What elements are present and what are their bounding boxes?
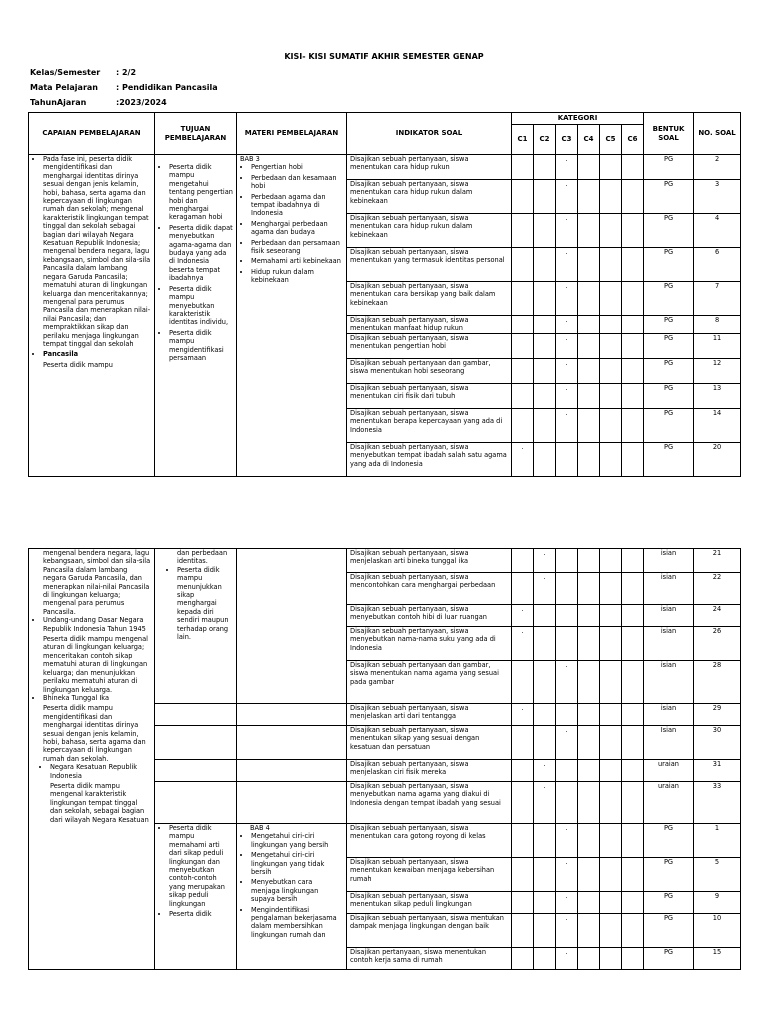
nomor-soal-cell: 5 [694, 858, 741, 892]
indikator-cell: Disajikan sebuah pertanyaan, siswa menentukan cara bersikap yang baik dalam kebinekaan [347, 282, 512, 316]
tujuan-item: • Peserta didik mampu memahami arti dari sikap peduli lingkungan dan menyebutkan contoh-contoh yang merupakan sikap peduli lingkungan [169, 824, 233, 908]
indikator-cell: Disajikan sebuah pertanyaan, siswa mencontohkan cara menghargai perbedaan [347, 573, 512, 605]
kategori-c5-cell [600, 442, 622, 476]
nomor-soal-cell: 26 [694, 627, 741, 661]
kategori-c1-cell: . [512, 442, 534, 476]
tujuan-item: • Peserta didik [169, 910, 233, 918]
kategori-c5-cell [600, 248, 622, 282]
kategori-c5-cell [600, 605, 622, 627]
table-row [29, 549, 741, 573]
capaian-subhead: • Undang-undang Dasar Negara Republik Indonesia Tahun 1945 [43, 616, 151, 633]
kategori-c3-cell: . [556, 661, 578, 704]
materi-item: • Perbedaan agama dan tempat ibadahnya di Indonesia [251, 193, 343, 218]
capaian-cell [29, 155, 155, 477]
capaian-subhead: • Negara Kesatuan Republik Indonesia [50, 763, 151, 780]
header-c1: C1 [512, 125, 534, 155]
kategori-c3-cell: . [556, 333, 578, 358]
kategori-c1-cell [512, 248, 534, 282]
kategori-c5-cell [600, 316, 622, 334]
indikator-cell: Disajikan sebuah pertanyaan, siswa menentukan kewaiban menjaga kebersihan rumah [347, 858, 512, 892]
header-c2: C2 [534, 125, 556, 155]
nomor-soal-cell: 30 [694, 726, 741, 760]
kategori-c4-cell [578, 408, 600, 442]
nomor-soal-cell: 28 [694, 661, 741, 704]
indikator-cell: Disajikan sebuah pertanyaan, siswa menentukan yang termasuk identitas personal [347, 248, 512, 282]
kategori-c5-cell [600, 704, 622, 726]
kategori-c4-cell [578, 180, 600, 214]
header-bentuk: BENTUK SOAL [644, 113, 694, 155]
tujuan-cell [155, 824, 237, 970]
kategori-c4-cell [578, 824, 600, 858]
meta-mapel: Mata Pelajaran : Pendidikan Pancasila [30, 83, 218, 92]
kategori-c1-cell [512, 358, 534, 383]
indikator-cell: Disajikan sebuah pertanyaan, siswa menyebutkan nama-nama suku yang ada di Indonesia [347, 627, 512, 661]
kategori-c6-cell [622, 282, 644, 316]
bentuk-soal-cell: PG [644, 358, 694, 383]
kategori-c1-cell [512, 824, 534, 858]
kisi-table-page-1 [28, 112, 741, 477]
bentuk-soal-cell: isian [644, 661, 694, 704]
kategori-c5-cell [600, 383, 622, 408]
kategori-c6-cell [622, 782, 644, 824]
materi-bab: BAB 4 [250, 824, 270, 832]
kategori-c3-cell [556, 704, 578, 726]
kategori-c4-cell [578, 573, 600, 605]
materi-cell-empty [237, 782, 347, 824]
kategori-c3-cell: . [556, 892, 578, 914]
kategori-c2-cell [534, 627, 556, 661]
table-body-page-1 [29, 155, 741, 477]
kategori-c3-cell: . [556, 155, 578, 180]
tujuan-item: • Peserta didik dapat menyebutkan agama-agama dan budaya yang ada di Indonesia beserta tempat ibadahnya [169, 224, 233, 283]
nomor-soal-cell: 4 [694, 214, 741, 248]
kategori-c1-cell [512, 549, 534, 573]
kategori-c1-cell [512, 726, 534, 760]
indikator-cell: Disajikan sebuah pertanyaan, siswa menjelaskan ciri fisik mereka [347, 760, 512, 782]
materi-item: • Menyebutkan cara menjaga lingkungan supaya bersih [251, 878, 343, 903]
kategori-c6-cell [622, 948, 644, 970]
table-row [29, 155, 741, 180]
kategori-c6-cell [622, 661, 644, 704]
nomor-soal-cell: 12 [694, 358, 741, 383]
materi-cell [237, 155, 347, 477]
kategori-c5-cell [600, 573, 622, 605]
nomor-soal-cell: 14 [694, 408, 741, 442]
kategori-c5-cell [600, 661, 622, 704]
kategori-c3-cell [556, 573, 578, 605]
kategori-c6-cell [622, 180, 644, 214]
kategori-c3-cell: . [556, 358, 578, 383]
kategori-c5-cell [600, 782, 622, 824]
kategori-c4-cell [578, 549, 600, 573]
tujuan-continued: dan perbedaan identitas. [177, 549, 228, 566]
kategori-c3-cell: . [556, 726, 578, 760]
kategori-c3-cell: . [556, 383, 578, 408]
nomor-soal-cell: 31 [694, 760, 741, 782]
header-c5: C5 [600, 125, 622, 155]
kategori-c4-cell [578, 442, 600, 476]
bentuk-soal-cell: Isian [644, 726, 694, 760]
page-1 [0, 0, 768, 500]
kategori-c3-cell: . [556, 914, 578, 948]
tujuan-item: • Peserta didik mampu mengetahui tentang pengertian hobi dan menghargai keragaman hobi [169, 163, 233, 222]
bentuk-soal-cell: PG [644, 316, 694, 334]
materi-bab: BAB 3 [240, 155, 260, 163]
materi-item: • Perbedaan dan persamaan fisik seseorang [251, 239, 343, 256]
kategori-c2-cell [534, 892, 556, 914]
kategori-c4-cell [578, 704, 600, 726]
kategori-c4-cell [578, 333, 600, 358]
kategori-c6-cell [622, 383, 644, 408]
kategori-c3-cell: . [556, 214, 578, 248]
bentuk-soal-cell: isian [644, 704, 694, 726]
kategori-c6-cell [622, 627, 644, 661]
tujuan-cell-empty [155, 704, 237, 726]
header-indikator: INDIKATOR SOAL [347, 113, 512, 155]
kategori-c6-cell [622, 333, 644, 358]
bentuk-soal-cell: uraian [644, 760, 694, 782]
kategori-c4-cell [578, 383, 600, 408]
kategori-c1-cell [512, 661, 534, 704]
kategori-c5-cell [600, 760, 622, 782]
bentuk-soal-cell: PG [644, 214, 694, 248]
kategori-c4-cell [578, 760, 600, 782]
kategori-c1-cell: . [512, 605, 534, 627]
capaian-text: Peserta didik mampu mengenal karakteristik lingkungan tempat tinggal dan sekolah, sebagai bagian dari wilayah Negara Kesatuan [50, 781, 149, 824]
tujuan-cell [155, 155, 237, 477]
meta-kelas: Kelas/Semester : 2/2 [30, 68, 137, 77]
header-c4: C4 [578, 125, 600, 155]
materi-cell-empty [237, 704, 347, 726]
bentuk-soal-cell: isian [644, 549, 694, 573]
kategori-c4-cell [578, 661, 600, 704]
bentuk-soal-cell: isian [644, 573, 694, 605]
kategori-c3-cell: . [556, 248, 578, 282]
bentuk-soal-cell: PG [644, 248, 694, 282]
tujuan-item: • Peserta didik mampu mengidentifikasi persamaan [169, 329, 233, 363]
kategori-c6-cell [622, 704, 644, 726]
kategori-c6-cell [622, 214, 644, 248]
kategori-c3-cell: . [556, 282, 578, 316]
kategori-c2-cell [534, 333, 556, 358]
kisi-table-page-2 [28, 548, 741, 970]
kategori-c4-cell [578, 892, 600, 914]
meta-tahun: TahunAjaran :2023/2024 [30, 98, 167, 107]
kategori-c1-cell [512, 214, 534, 248]
capaian-text: mengenal bendera negara, lagu kebangsaan, simbol dan sila-sila Pancasila dalam lambang negara Garuda Pancasila, dan menerapkan nilai-nilai Pancasila di lingkungan keluarga; mengenal para perumus Pancasila. [43, 549, 151, 616]
kategori-c5-cell [600, 180, 622, 214]
materi-item: • Memahami arti kebinekaan [251, 257, 343, 265]
capaian-text: • Pada fase ini, peserta didik mengidentifikasi dan menghargai identitas dirinya sesuai dengan jenis kelamin, hobi, bahasa, serta agama dan kepercayaan di lingkungan rumah dan sekolah; mengenal karakteristik lingkungan tempat tinggal dan sekolah sebagai bagian dari wilayah Negara Kesatuan Republik Indonesia; mengenal bendera negara, lagu kebangsaan, simbol dan sila-sila Pancasila dalam lambang negara Garuda Pancasila; mematuhi aturan di lingkungan keluarga dan menceritakannya; mengenal para perumus Pancasila dan menerapkan nilai-nilai Pancasila; dan mempraktikkan sikap dan perilaku menjaga lingkungan tempat tinggal dan sekolah [43, 155, 151, 348]
kategori-c5-cell [600, 214, 622, 248]
kategori-c1-cell [512, 948, 534, 970]
capaian-subhead: • Pancasila [43, 350, 151, 358]
kategori-c2-cell: . [534, 549, 556, 573]
kategori-c5-cell [600, 282, 622, 316]
capaian-text: Peserta didik mampu mengenal aturan di lingkungan keluarga; menceritakan contoh sikap mematuhi aturan di lingkungan keluarga; dan menunjukkan perilaku mematuhi aturan di lingkungan keluarga. [43, 635, 148, 694]
nomor-soal-cell: 6 [694, 248, 741, 282]
kategori-c5-cell [600, 333, 622, 358]
kategori-c1-cell [512, 408, 534, 442]
nomor-soal-cell: 7 [694, 282, 741, 316]
tujuan-cell-empty [155, 726, 237, 760]
kategori-c2-cell [534, 726, 556, 760]
kategori-c1-cell [512, 383, 534, 408]
kategori-c3-cell: . [556, 948, 578, 970]
kategori-c3-cell: . [556, 858, 578, 892]
bentuk-soal-cell: PG [644, 892, 694, 914]
tujuan-item: • Peserta didik mampu menyebutkan karakteristik identitas individu, [169, 285, 233, 327]
kategori-c2-cell [534, 358, 556, 383]
kategori-c6-cell [622, 408, 644, 442]
kategori-c2-cell: . [534, 782, 556, 824]
nomor-soal-cell: 11 [694, 333, 741, 358]
capaian-cell [29, 549, 155, 970]
bentuk-soal-cell: PG [644, 858, 694, 892]
kategori-c6-cell [622, 358, 644, 383]
kategori-c2-cell: . [534, 573, 556, 605]
materi-item: • Pengertian hobi [251, 163, 343, 171]
capaian-text: Peserta didik mampu mengidentifikasi dan menghargai identitas dirinya sesuai dengan jenis kelamin, hobi, bahasa, serta agama dan kepercayaan di lingkungan rumah dan sekolah. [43, 704, 146, 763]
materi-item: • Perbedaan dan kesamaan hobi [251, 174, 343, 191]
kategori-c1-cell [512, 316, 534, 334]
kategori-c6-cell [622, 248, 644, 282]
nomor-soal-cell: 24 [694, 605, 741, 627]
bentuk-soal-cell: uraian [644, 782, 694, 824]
indikator-cell: Disajikan sebuah pertanyaan, siswa menyebutkan tempat ibadah salah satu agama yang ada di Indonesia [347, 442, 512, 476]
kategori-c6-cell [622, 549, 644, 573]
kategori-c2-cell [534, 383, 556, 408]
nomor-soal-cell: 15 [694, 948, 741, 970]
kategori-c2-cell [534, 155, 556, 180]
kategori-c6-cell [622, 442, 644, 476]
indikator-cell: Disajikan sebuah pertanyaan, siswa mentukan dampak menjaga lingkungan dengan baik [347, 914, 512, 948]
header-c3: C3 [556, 125, 578, 155]
kategori-c2-cell [534, 442, 556, 476]
kategori-c3-cell [556, 782, 578, 824]
nomor-soal-cell: 9 [694, 892, 741, 914]
kategori-c6-cell [622, 155, 644, 180]
kategori-c4-cell [578, 214, 600, 248]
header-kategori: KATEGORI [512, 113, 644, 125]
kategori-c6-cell [622, 316, 644, 334]
kategori-c3-cell [556, 605, 578, 627]
capaian-subhead: • Bhineka Tunggal Ika [43, 694, 151, 702]
tujuan-cell-empty [155, 760, 237, 782]
bentuk-soal-cell: PG [644, 948, 694, 970]
nomor-soal-cell: 13 [694, 383, 741, 408]
kategori-c4-cell [578, 726, 600, 760]
header-tujuan: TUJUAN PEMBELAJARAN [155, 113, 237, 155]
nomor-soal-cell: 3 [694, 180, 741, 214]
indikator-cell: Disajikan sebuah pertanyaan, siswa menyebutkan nama agama yang diakui di Indonesia dengan tempat ibadah yang sesuai [347, 782, 512, 824]
indikator-cell: Disajikan sebuah pertanyaan, siswa menentukan cara hidup rukun [347, 155, 512, 180]
bentuk-soal-cell: PG [644, 333, 694, 358]
kategori-c3-cell [556, 442, 578, 476]
kategori-c3-cell: . [556, 824, 578, 858]
indikator-cell: Disajikan sebuah pertanyaan, siswa menyebutkan contoh hibi di luar ruangan [347, 605, 512, 627]
materi-item: • Mengetahui ciri-ciri lingkungan yang bersih [251, 832, 343, 849]
kategori-c4-cell [578, 605, 600, 627]
kategori-c6-cell [622, 914, 644, 948]
table-body-page-2 [29, 549, 741, 970]
kategori-c2-cell [534, 180, 556, 214]
indikator-cell: Disajikan sebuah pertanyaan, siswa menentukan pengertian hobi [347, 333, 512, 358]
kategori-c1-cell: . [512, 704, 534, 726]
kategori-c6-cell [622, 824, 644, 858]
kategori-c5-cell [600, 155, 622, 180]
kategori-c2-cell [534, 858, 556, 892]
bentuk-soal-cell: PG [644, 282, 694, 316]
kategori-c6-cell [622, 573, 644, 605]
kategori-c4-cell [578, 627, 600, 661]
indikator-cell: Disajikan sebuah pertanyaan dan gambar, siswa menentukan hobi seseorang [347, 358, 512, 383]
kategori-c6-cell [622, 605, 644, 627]
kategori-c5-cell [600, 858, 622, 892]
kategori-c4-cell [578, 316, 600, 334]
tujuan-cell-empty [155, 782, 237, 824]
kategori-c5-cell [600, 627, 622, 661]
document-title: KISI- KISI SUMATIF AKHIR SEMESTER GENAP [284, 52, 484, 61]
indikator-cell: Disajikan sebuah pertanyaan, siswa menentukan berapa kepercayaan yang ada di Indonesia [347, 408, 512, 442]
kategori-c1-cell [512, 760, 534, 782]
kategori-c2-cell [534, 408, 556, 442]
indikator-cell: Disajikan sebuah pertanyaan, siswa menentukan manfaat hidup rukun [347, 316, 512, 334]
kategori-c3-cell [556, 549, 578, 573]
kategori-c5-cell [600, 824, 622, 858]
kategori-c3-cell: . [556, 408, 578, 442]
indikator-cell: Disajikan sebuah pertanyaan, siswa menentukan ciri fisik dari tubuh [347, 383, 512, 408]
kategori-c1-cell [512, 155, 534, 180]
materi-cell-empty [237, 726, 347, 760]
kategori-c1-cell [512, 858, 534, 892]
kategori-c3-cell: . [556, 180, 578, 214]
bentuk-soal-cell: isian [644, 605, 694, 627]
kategori-c5-cell [600, 948, 622, 970]
materi-cell [237, 824, 347, 970]
nomor-soal-cell: 10 [694, 914, 741, 948]
kategori-c2-cell [534, 248, 556, 282]
kategori-c2-cell [534, 824, 556, 858]
indikator-cell: Disajikan sebuah pertanyaan, siswa menjelaskan arti dari tentangga [347, 704, 512, 726]
kategori-c2-cell: . [534, 760, 556, 782]
nomor-soal-cell: 1 [694, 824, 741, 858]
kategori-c4-cell [578, 948, 600, 970]
materi-item: • Mengindentifikasi pengalaman bekerjasama dalam membersihkan lingkungan rumah dan [251, 906, 343, 940]
kategori-c2-cell [534, 214, 556, 248]
indikator-cell: Disajikan sebuah pertanyaan dan gambar, siswa menentukan nama agama yang sesuai pada gambar [347, 661, 512, 704]
nomor-soal-cell: 33 [694, 782, 741, 824]
kategori-c4-cell [578, 282, 600, 316]
nomor-soal-cell: 8 [694, 316, 741, 334]
bentuk-soal-cell: PG [644, 155, 694, 180]
kategori-c6-cell [622, 760, 644, 782]
kategori-c1-cell [512, 892, 534, 914]
bentuk-soal-cell: PG [644, 180, 694, 214]
kategori-c5-cell [600, 408, 622, 442]
kategori-c5-cell [600, 726, 622, 760]
header-materi: MATERI PEMBELAJARAN [237, 113, 347, 155]
nomor-soal-cell: 2 [694, 155, 741, 180]
kategori-c5-cell [600, 358, 622, 383]
kategori-c1-cell [512, 914, 534, 948]
indikator-cell: Disajikan pertanyaan, siswa menentukan contoh kerja sama di rumah [347, 948, 512, 970]
nomor-soal-cell: 21 [694, 549, 741, 573]
indikator-cell: Disajikan sebuah pertanyaan, siswa menentukan cara gotong royong di kelas [347, 824, 512, 858]
capaian-text: Peserta didik mampu [43, 360, 113, 369]
kategori-c3-cell [556, 760, 578, 782]
indikator-cell: Disajikan sebuah pertanyaan, siswa menjelaskan arti bineka tunggal ika [347, 549, 512, 573]
header-c6: C6 [622, 125, 644, 155]
kategori-c4-cell [578, 858, 600, 892]
kategori-c5-cell [600, 914, 622, 948]
kategori-c1-cell [512, 782, 534, 824]
header-no: NO. SOAL [694, 113, 741, 155]
materi-cell-empty [237, 760, 347, 782]
kategori-c1-cell [512, 573, 534, 605]
kategori-c2-cell [534, 704, 556, 726]
kategori-c2-cell [534, 661, 556, 704]
materi-cell-empty [237, 549, 347, 704]
header-capaian: CAPAIAN PEMBELAJARAN [29, 113, 155, 155]
bentuk-soal-cell: PG [644, 383, 694, 408]
materi-item: • Hidup rukun dalam kebinekaan [251, 268, 343, 285]
indikator-cell: Disajikan sebuah pertanyaan, siswa menentukan cara hidup rukun dalam kebinekaan [347, 214, 512, 248]
kategori-c2-cell [534, 605, 556, 627]
kategori-c3-cell [556, 627, 578, 661]
kategori-c1-cell [512, 333, 534, 358]
kategori-c6-cell [622, 858, 644, 892]
kategori-c1-cell [512, 282, 534, 316]
indikator-cell: Disajikan sebuah pertanyaan, siswa menentukan cara hidup rukun dalam kebinekaan [347, 180, 512, 214]
kategori-c4-cell [578, 782, 600, 824]
kategori-c2-cell [534, 914, 556, 948]
kategori-c2-cell [534, 948, 556, 970]
nomor-soal-cell: 22 [694, 573, 741, 605]
kategori-c1-cell [512, 180, 534, 214]
indikator-cell: Disajikan sebuah pertanyaan, siswa menentukan sikap yang sesuai dengan kesatuan dan persatuan [347, 726, 512, 760]
bentuk-soal-cell: isian [644, 627, 694, 661]
bentuk-soal-cell: PG [644, 914, 694, 948]
kategori-c1-cell: . [512, 627, 534, 661]
tujuan-item: • Peserta didik mampu menunjukkan sikap menghargai kepada diri sendiri maupun terhadap orang lain. [177, 566, 233, 642]
kategori-c5-cell [600, 892, 622, 914]
materi-item: • Menghargai perbedaan agama dan budaya [251, 220, 343, 237]
bentuk-soal-cell: PG [644, 824, 694, 858]
kategori-c6-cell [622, 726, 644, 760]
indikator-cell: Disajikan sebuah pertanyaan, siswa menentukan sikap peduli lingkungan [347, 892, 512, 914]
nomor-soal-cell: 20 [694, 442, 741, 476]
materi-item: • Mengetahui ciri-ciri lingkungan yang tidak bersih [251, 851, 343, 876]
kategori-c4-cell [578, 155, 600, 180]
kategori-c6-cell [622, 892, 644, 914]
bentuk-soal-cell: PG [644, 442, 694, 476]
kategori-c4-cell [578, 248, 600, 282]
kategori-c3-cell: . [556, 316, 578, 334]
nomor-soal-cell: 29 [694, 704, 741, 726]
kategori-c4-cell [578, 914, 600, 948]
kategori-c4-cell [578, 358, 600, 383]
tujuan-cell [155, 549, 237, 704]
kategori-c2-cell [534, 282, 556, 316]
kategori-c5-cell [600, 549, 622, 573]
kategori-c2-cell [534, 316, 556, 334]
bentuk-soal-cell: PG [644, 408, 694, 442]
